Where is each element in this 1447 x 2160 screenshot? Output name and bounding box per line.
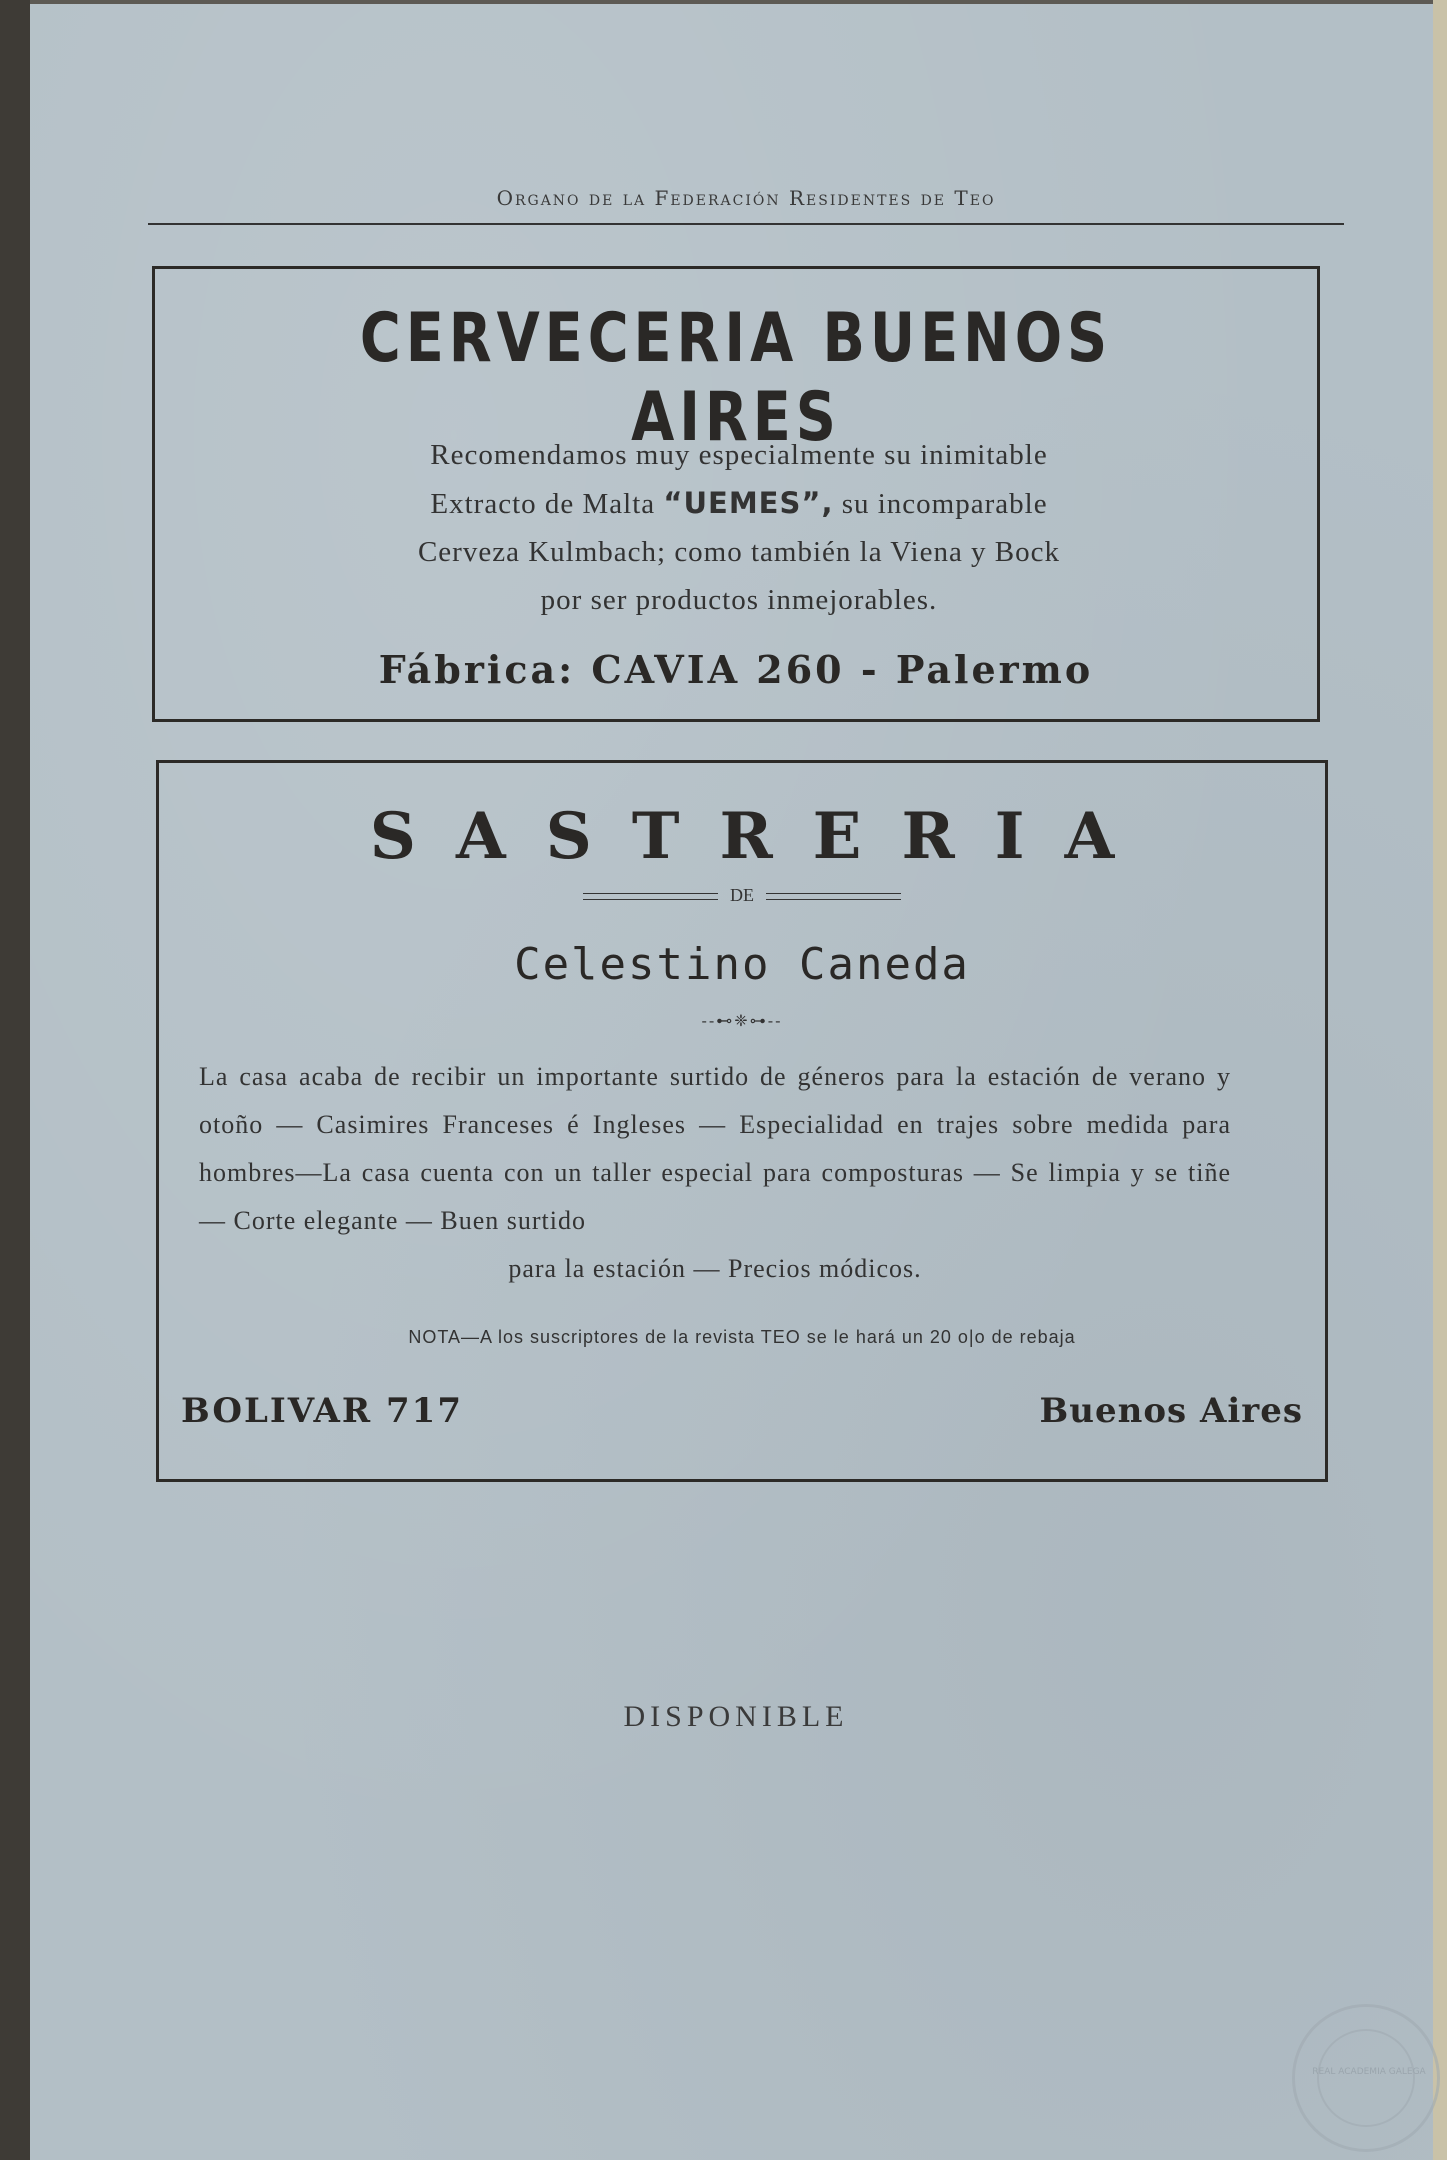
document-page xyxy=(30,4,1442,2160)
ad-sastreria-de: DE xyxy=(730,885,754,905)
ad-sastreria-name: Celestino Caneda xyxy=(514,939,970,990)
ad-sastreria-de-row xyxy=(159,885,1325,906)
ad-sastreria-title: SASTRERIA xyxy=(369,799,1155,874)
ad-cerveceria-factory: Fábrica: CAVIA 260 - Palermo xyxy=(378,647,1094,692)
ad-sastreria-address: BOLIVAR 717 xyxy=(181,1391,463,1431)
ad-cerveceria-line1: Recomendamos muy especialmente su inimitable xyxy=(430,439,1048,471)
ad-cerveceria-line4: por ser productos inmejorables. xyxy=(540,584,938,616)
library-seal-icon xyxy=(1292,2004,1440,2152)
ad-sastreria-body xyxy=(199,1053,1231,1293)
seal-text: REAL ACADEMIA GALEGA xyxy=(1312,2067,1426,2077)
ornament-divider: --⊷❈⊶-- xyxy=(701,1011,783,1030)
ad-cerveceria-brand: “UEMES”, xyxy=(663,486,834,520)
scan-left-edge xyxy=(0,0,30,2160)
ad-sastreria-body-last: para la estación — Precios módicos. xyxy=(508,1254,922,1283)
page-header: Organo de la Federación Residentes de Teo xyxy=(496,186,996,210)
ad-cerveceria-text xyxy=(295,431,1183,624)
ad-cerveceria-line2 xyxy=(295,479,1183,528)
ad-cerveceria-line3: Cerveza Kulmbach; como también la Viena y Bock xyxy=(417,536,1061,568)
double-rule-left xyxy=(583,893,718,900)
disponible-label: DISPONIBLE xyxy=(623,1700,849,1733)
header-rule xyxy=(148,223,1344,225)
ad-cerveceria-title: CERVECERIA BUENOS AIRES xyxy=(359,299,1113,457)
seal-inner-ring xyxy=(1317,2029,1415,2127)
scan-right-edge xyxy=(1433,0,1447,2160)
ad-cerveceria-line2-a: Extracto de Malta xyxy=(430,488,664,520)
ad-sastreria-nota: NOTA—A los suscriptores de la revista TEO se le hará un 20 o|o de rebaja xyxy=(408,1327,1076,1347)
ad-sastreria-city: Buenos Aires xyxy=(1039,1391,1303,1431)
ad-sastreria-body-main: La casa acaba de recibir un importante surtido de géneros para la estación de verano y otoño — Casimires Franceses é Ingleses — Especialidad en trajes sobre medida para hombres—La casa cuenta con un taller especial para composturas — Se limpia y se tiñe — Corte elegante — Buen surtido xyxy=(199,1062,1231,1235)
ad-sastreria xyxy=(156,760,1328,1482)
ad-cerveceria-line2-b: su incomparable xyxy=(833,488,1048,520)
ad-cerveceria xyxy=(152,266,1320,722)
double-rule-right xyxy=(766,893,901,900)
